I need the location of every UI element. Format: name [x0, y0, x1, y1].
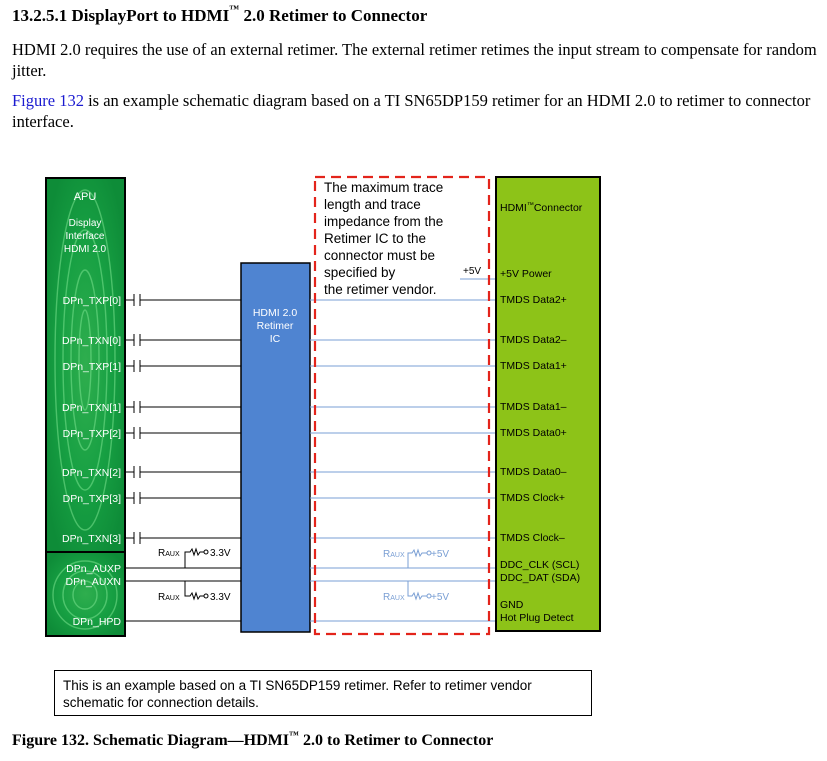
- raux-left-top-volt: 3.3V: [210, 548, 231, 559]
- pin-tmds-data1n: TMDS Data1–: [500, 401, 567, 413]
- caption-trademark: ™: [289, 730, 299, 741]
- retimer-line-1: HDMI 2.0: [252, 307, 298, 319]
- heading-text: DisplayPort to HDMI: [71, 6, 230, 25]
- raux-right-bottom: RAUX: [383, 592, 405, 603]
- heading-text-rest: 2.0 Retimer to Connector: [239, 6, 428, 25]
- raux-right-bottom-volt: +5V: [431, 592, 450, 603]
- pin-tmds-data2p: TMDS Data2+: [500, 294, 567, 306]
- schematic-diagram: [0, 170, 827, 650]
- note-line-5: connector must be: [324, 248, 436, 263]
- pin-tmds-data0p: TMDS Data0+: [500, 427, 567, 439]
- paragraph-figure-ref: [12, 90, 827, 132]
- pin-tmds-clockp: TMDS Clock+: [500, 492, 566, 504]
- section-heading: [12, 6, 427, 26]
- apu-sub-1: Display: [68, 218, 102, 229]
- signal-label-txp0: DPn_TXP[0]: [62, 295, 121, 307]
- trademark-symbol: ™: [229, 4, 240, 15]
- pin-gnd: GND: [500, 599, 524, 611]
- note-line-4: Retimer IC to the: [324, 231, 427, 246]
- signal-label-auxp: DPn_AUXP: [66, 563, 121, 575]
- pin-tmds-data1p: TMDS Data1+: [500, 360, 567, 372]
- raux-left-bottom-volt: 3.3V: [210, 592, 231, 603]
- signal-label-txn0: DPn_TXN[0]: [62, 335, 121, 347]
- signal-label-txn1: DPn_TXN[1]: [62, 402, 121, 414]
- caption-text: Figure 132. Schematic Diagram—HDMI: [12, 732, 289, 749]
- right-wires: [310, 279, 496, 621]
- caption-text-rest: 2.0 to Retimer to Connector: [299, 732, 494, 749]
- apu-sub-2: Interface: [65, 231, 105, 242]
- raux-right-top: RAUX: [383, 549, 405, 560]
- raux-left-bottom: RAUX: [158, 592, 180, 603]
- note-line-2: length and trace: [324, 197, 421, 212]
- signal-label-txp2: DPn_TXP[2]: [62, 428, 121, 440]
- pin-ddc-clk: DDC_CLK (SCL): [500, 559, 580, 571]
- note-line-6: specified by: [324, 265, 396, 280]
- signal-label-auxn: DPn_AUXN: [65, 576, 121, 588]
- plus5v-label: +5V: [463, 266, 482, 277]
- apu-title: APU: [73, 191, 97, 203]
- signal-label-txp1: DPn_TXP[1]: [62, 361, 121, 373]
- note-line-1: The maximum trace: [324, 180, 444, 195]
- pin-hot-plug-detect: Hot Plug Detect: [500, 612, 574, 624]
- pin-5v-power: +5V Power: [500, 268, 552, 280]
- paragraph-intro: HDMI 2.0 requires the use of an external retimer. The external retimer retimes the input stream to compensate for random jitter.: [12, 40, 817, 80]
- retimer-line-3: IC: [269, 333, 281, 345]
- pin-ddc-dat: DDC_DAT (SDA): [500, 572, 581, 584]
- apu-sub-3: HDMI 2.0: [63, 244, 107, 255]
- figure-caption: [12, 732, 493, 750]
- paragraph-text: is an example schematic diagram based on a TI SN65DP159 retimer for an HDMI 2.0 to retimer to connector interface.: [12, 91, 811, 131]
- signal-label-txn2: DPn_TXN[2]: [62, 467, 121, 479]
- left-wires: [125, 294, 241, 621]
- note-line-3: impedance from the: [324, 214, 444, 229]
- note-line-7: the retimer vendor.: [324, 282, 437, 297]
- raux-left-top: RAUX: [158, 548, 180, 559]
- section-number: 13.2.5.1: [12, 6, 68, 25]
- figure-link[interactable]: Figure 132: [12, 91, 84, 110]
- signal-label-txn3: DPn_TXN[3]: [62, 533, 121, 545]
- signal-label-hpd: DPn_HPD: [72, 616, 121, 628]
- retimer-ic-block: [241, 263, 310, 632]
- retimer-line-2: Retimer: [256, 320, 294, 332]
- connector-title: HDMI™Connector: [500, 202, 583, 214]
- pin-tmds-data0n: TMDS Data0–: [500, 466, 567, 478]
- pin-tmds-clockn: TMDS Clock–: [500, 532, 565, 544]
- raux-right-top-volt: +5V: [431, 549, 450, 560]
- pin-tmds-data2n: TMDS Data2–: [500, 334, 567, 346]
- signal-label-txp3: DPn_TXP[3]: [62, 493, 121, 505]
- footnote-box: This is an example based on a TI SN65DP159 retimer. Refer to retimer vendor schematic for connection details.: [54, 670, 592, 716]
